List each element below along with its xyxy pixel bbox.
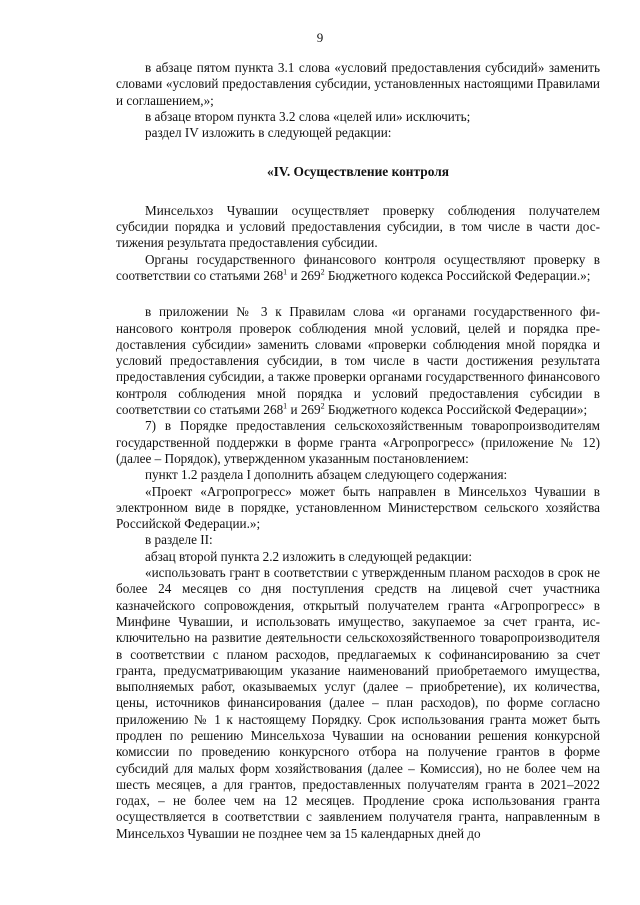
paragraph-amend-3-1: в абзаце пятом пункта 3.1 слова «условий предоставления субсидий» заменить словами «условий предоставления субсидии, установленных настоящими Правилами и соглашением,»; (116, 60, 600, 108)
text-span: Бюджетного кодекса Российской Федерации»; (324, 402, 588, 418)
superscript: 2 (320, 267, 325, 277)
paragraph-gap (116, 284, 600, 304)
text-span: и 269 (287, 267, 321, 283)
paragraph-item-7: 7) в Порядке предоставления сельскохозяйственным товаропроизводителям государственной поддержки в форме гранта «Агропрогресс» (приложение № 12) (далее – Порядок), утвержденном указанным постановлением: (116, 418, 600, 466)
page-number: 9 (316, 30, 324, 45)
paragraph-section-ii: в разделе II: (145, 532, 213, 548)
section-heading: «IV. Осуществление контроля (266, 164, 449, 180)
superscript: 2 (320, 401, 325, 411)
paragraph-project-quote: «Проект «Агропрогресс» может быть направлен в Минсельхоз Чувашии в электронном виде в порядке, установленном Министерством сельского хозяйства Российской Федерации.»; (116, 483, 600, 532)
paragraph-grant-usage: «использовать грант в соответствии с утвержденным планом расходов в срок не более 24 месяцев со дня поступления средств на лицевой счет участника казначейского сопровождения, открытый получателем гранта «Агропрогресс» в Минфине Чувашии, и использовать имущество, закупаемое за счет гранта, исключительно на развитие деятельности сельскохозяйственного товаропроизводителя в соответствии с планом расходов, предлагаемых к софинансированию за счет гранта, предусматривающим указание наименований приобретаемого имущества, выполняемых работ, оказываемых услуг (далее – приобретение), их количества, цены, источников финансирования (далее – план расходов), по форме согласно приложению № 1 к настоящему Порядку. Срок использования гранта может быть продлен по решению Минсельхоза Чувашии на основании решения конкурсной комиссии по проведению конкурсного отбора на получение грантов в форме субсидий для малых форм хозяйствования (далее – Комиссия), но не более чем на шесть месяцев, а для грантов, предоставленных получателям гранта в 2021–2022 годах, – не более чем на 12 месяцев. Продление срока использования гранта осуществляется в соответствии с заявлением получателя гранта, направленным в Минсельхоз Чувашии не позднее чем за 15 календарных дней до (116, 565, 600, 841)
text-span: Органы государственного финансового контроля осуществляют проверку в соответствии со статьями 268 (116, 251, 600, 283)
paragraph-point-1-2: пункт 1.2 раздела I дополнить абзацем следующего содержания: (145, 467, 508, 483)
paragraph-point-2-2: абзац второй пункта 2.2 изложить в следующей редакции: (145, 548, 472, 564)
text-span: Бюджетного кодекса Российской Федерации.»; (324, 267, 591, 283)
paragraph-amend-3-2: в абзаце втором пункта 3.2 слова «целей или» исключить; (145, 108, 471, 124)
superscript: 1 (283, 401, 288, 411)
paragraph-section-iv-intro: раздел IV изложить в следующей редакции: (145, 125, 392, 141)
paragraph-control-2 (116, 252, 600, 285)
paragraph-control-1: Минсельхоз Чувашии осуществляет проверку соблюдения получателем субсидии порядка и условий предоставления субсидии, в том числе в части достижения результата предоставления субсидии. (116, 202, 600, 251)
text-span: в приложении № 3 к Правилам слова «и органами государственного финансового контроля проверок соблюдения мной условий, целей и порядка предоставления субсидии» заменить словами «проверки соблюдения мной порядка и условий предоставления субсидии, в том числе в части достижения результата предоставления субсидии, а также проверки органами государственного финансового контроля соблюдения мной порядка и условий предоставления субсидии в соответствии со статьями 268 (116, 304, 600, 418)
paragraph-appendix-3 (116, 304, 600, 418)
text-span: и 269 (287, 402, 321, 418)
document-body (116, 60, 600, 842)
superscript: 1 (283, 267, 288, 277)
